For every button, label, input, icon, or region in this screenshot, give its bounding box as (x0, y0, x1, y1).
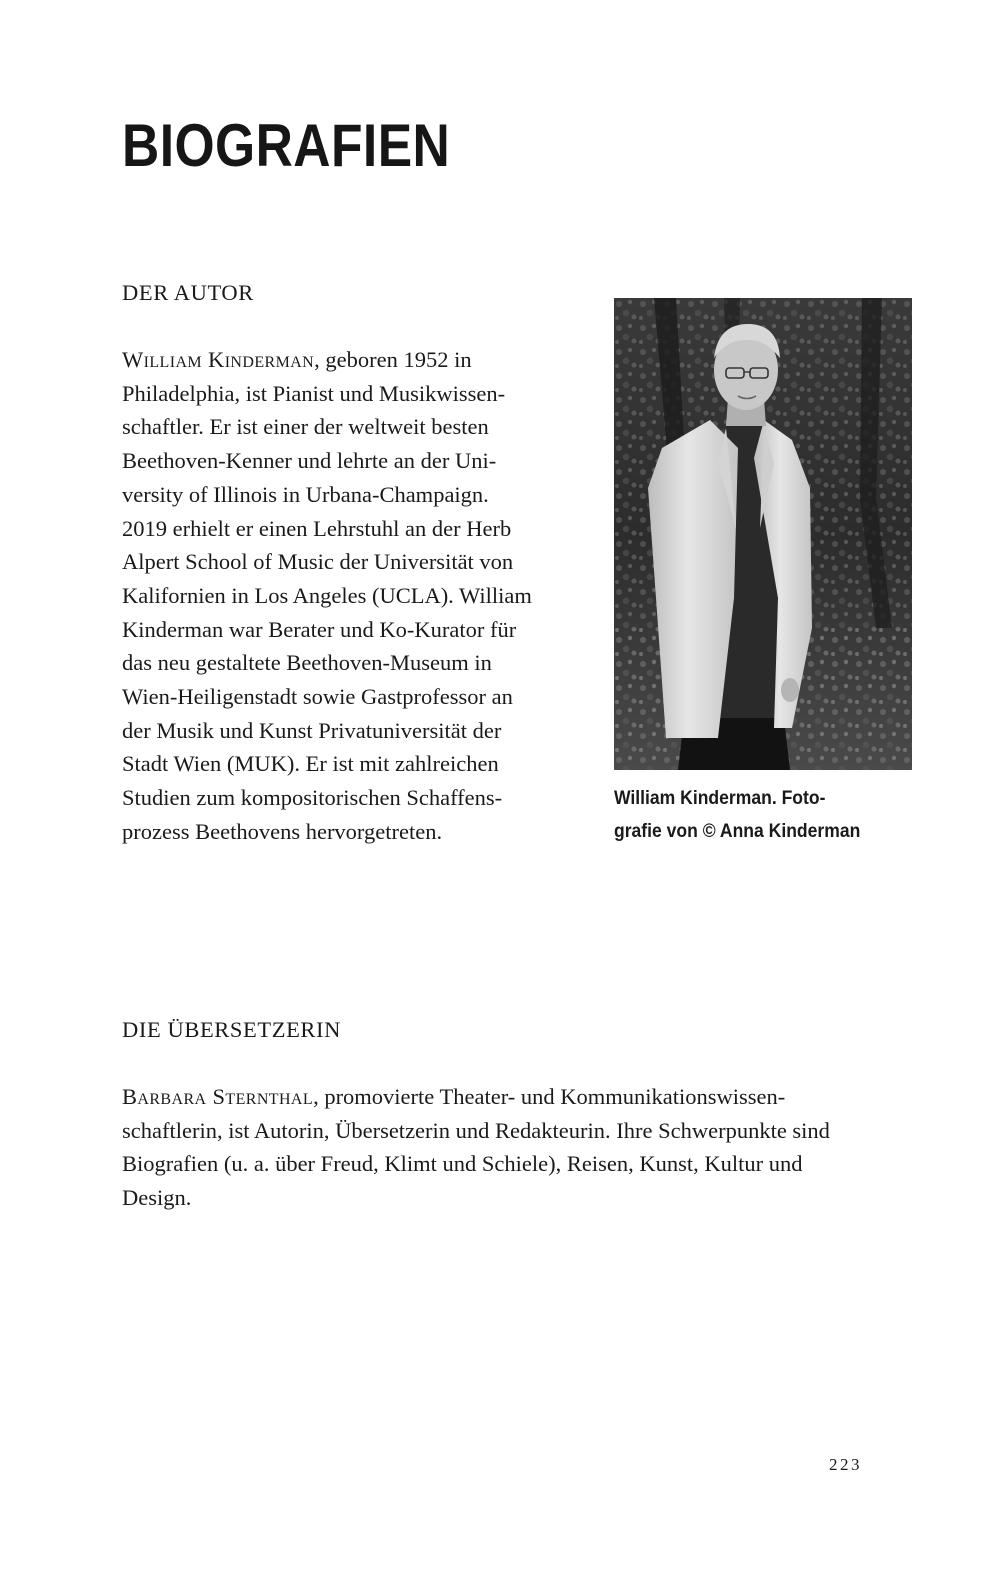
author-bio-line: Wien-Heiligenstadt sowie Gastprofessor an (122, 684, 513, 710)
photo-caption (614, 782, 884, 847)
author-bio-line: Studien zum kompositorischen Schaffens- (122, 785, 503, 811)
portrait-photo-icon (614, 298, 912, 770)
page-title: BIOGRAFIEN (122, 112, 451, 179)
author-bio-line: schaftler. Er ist einer der weltweit besten (122, 414, 489, 440)
translator-bio-line: Design. (122, 1185, 192, 1211)
author-bio-line: prozess Beethovens hervorgetreten. (122, 818, 443, 844)
author-bio-line: der Musik und Kunst Privatuniversität der (122, 717, 502, 743)
author-name: William Kinderman (122, 347, 315, 372)
translator-bio-line: schaftlerin, ist Autorin, Übersetzerin und Redakteurin. Ihre Schwerpunkte sind (122, 1117, 830, 1143)
author-section-heading: DER AUTOR (122, 280, 254, 305)
author-bio-line: Philadelphia, ist Pianist und Musikwissen- (122, 380, 506, 406)
author-bio-line: Kalifornien in Los Angeles (UCLA). William (122, 582, 532, 608)
author-bio-line: Beethoven-Kenner und lehrte an der Uni- (122, 448, 497, 474)
translator-bio-line: , promovierte Theater- und Kommunikationswissen- (313, 1084, 786, 1109)
translator-biography (122, 1080, 867, 1215)
translator-name: Barbara Sternthal (122, 1084, 314, 1109)
author-portrait-photo (614, 298, 912, 770)
page-number: 223 (829, 1455, 862, 1474)
author-bio-line: Alpert School of Music der Universität von (122, 549, 514, 575)
caption-line: William Kinderman. Foto- (614, 787, 826, 809)
author-bio-line: , geboren 1952 in (314, 347, 472, 372)
author-bio-line: 2019 erhielt er einen Lehrstuhl an der Herb (122, 515, 512, 541)
author-bio-line: Stadt Wien (MUK). Er ist mit zahlreichen (122, 751, 499, 777)
author-bio-line: das neu gestaltete Beethoven-Museum in (122, 650, 492, 676)
author-bio-line: versity of Illinois in Urbana-Champaign. (122, 481, 489, 507)
translator-bio-line: Biografien (u. a. über Freud, Klimt und Schiele), Reisen, Kunst, Kultur und (122, 1151, 803, 1177)
author-bio-line: Kinderman war Berater und Ko-Kurator für (122, 616, 517, 642)
translator-section-heading: DIE ÜBERSETZERIN (122, 1017, 341, 1042)
caption-line: grafie von © Anna Kinderman (614, 819, 861, 842)
author-biography (122, 343, 542, 849)
